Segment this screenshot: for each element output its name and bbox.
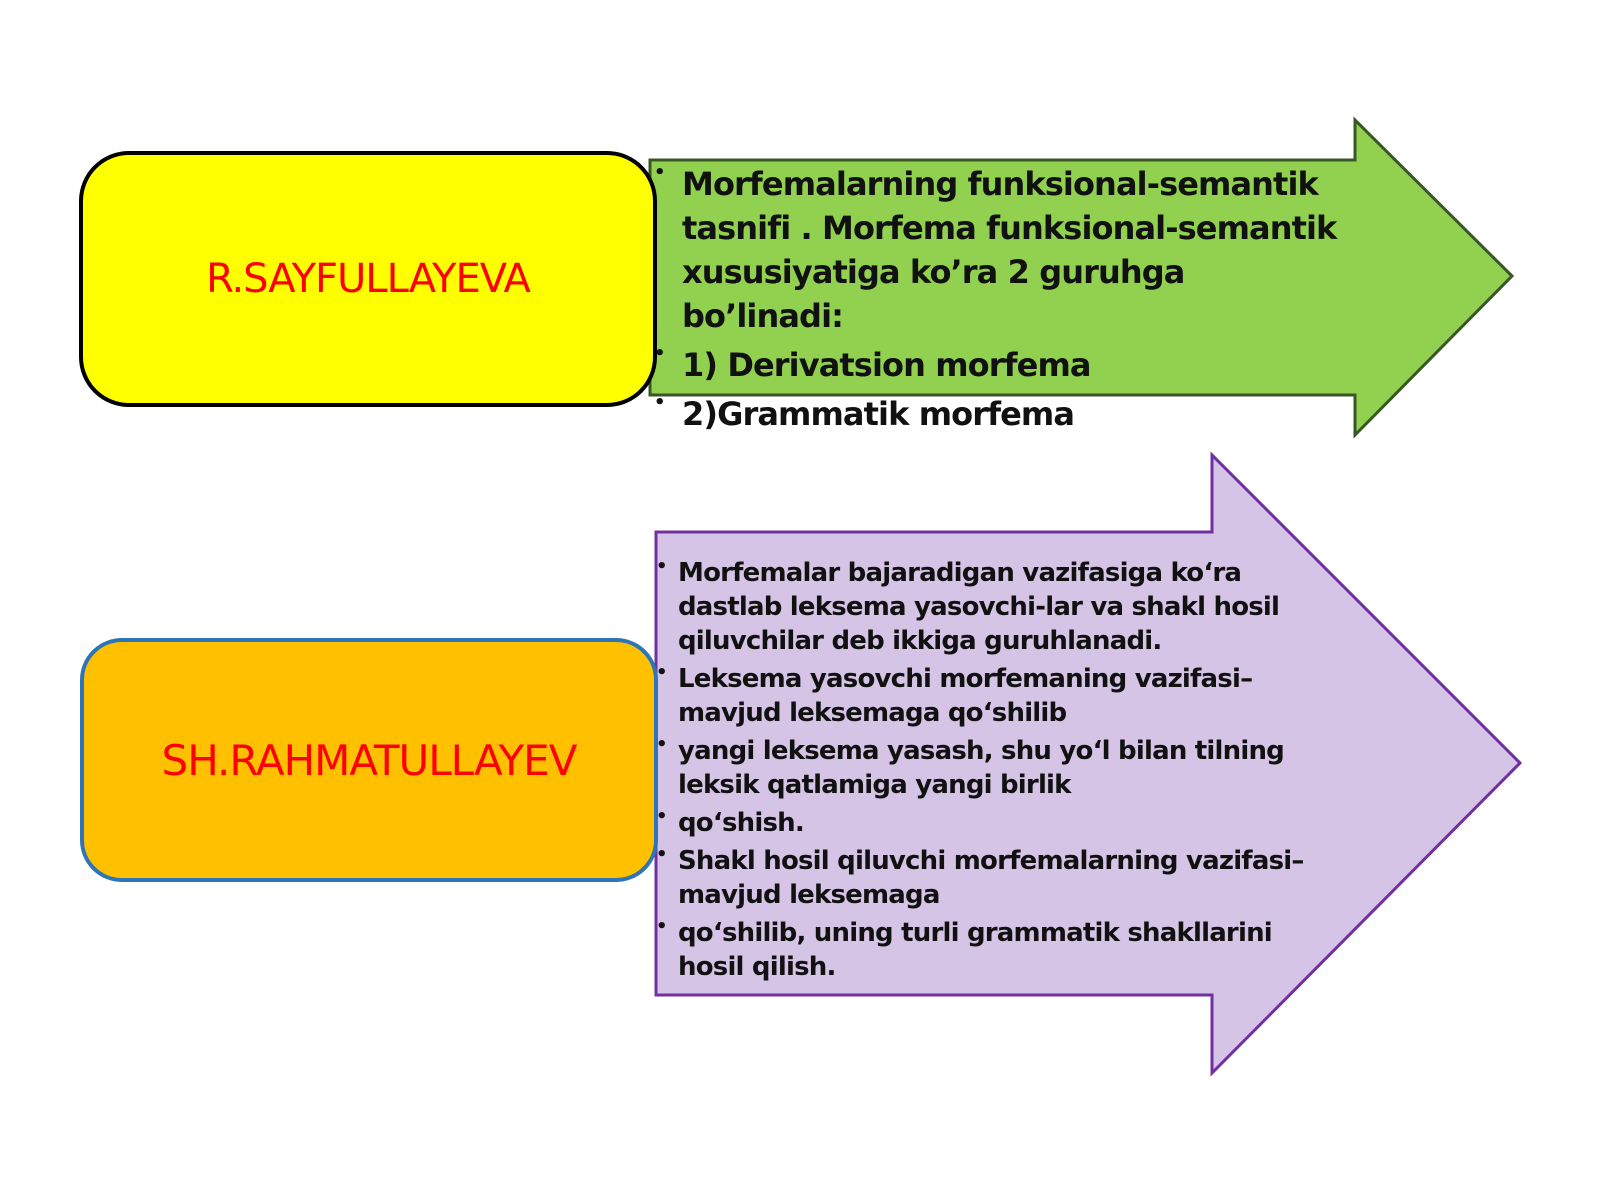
author-box-sayfullayeva [79,151,657,407]
item-text: 1) Derivatsion morfema [682,346,1091,384]
item-text: qo‘shish. [678,808,804,838]
list-item [656,844,1316,912]
author-name-rahmatullayev: SH.RAHMATULLAYEV [161,735,577,785]
author-name-sayfullayeva: R.SAYFULLAYEVA [206,256,530,302]
item-text: 2)Grammatik morfema [682,395,1075,433]
list-item [654,343,1344,387]
bullet-icon: • [656,734,667,755]
list-item [656,806,1316,840]
bullet-icon: • [656,806,667,827]
list-item [656,662,1316,730]
list-item [656,734,1316,802]
list-item [654,162,1344,338]
item-text: yangi leksema yasash, shu yo‘l bilan tilning leksik qatlamiga yangi birlik [678,736,1284,800]
bullet-icon: • [656,844,667,865]
item-text: qo‘shilib, uning turli grammatik shakllarini hosil qilish. [678,918,1272,982]
item-text: Leksema yasovchi morfemaning vazifasi–mavjud leksemaga qo‘shilib [678,664,1253,728]
item-text: Shakl hosil qiluvchi morfemalarning vazifasi–mavjud leksemaga [678,846,1304,910]
bullet-icon: • [656,916,667,937]
list-item [654,392,1344,436]
top-arrow-text [654,162,1344,441]
author-box-rahmatullayev [80,638,658,882]
bullet-icon: • [654,343,665,364]
bullet-icon: • [656,556,667,577]
bullet-icon: • [656,662,667,683]
bottom-arrow-text [656,556,1316,988]
item-text: Morfemalarning funksional-semantik tasnifi . Morfema funksional-semantik xususiyatiga ko’ra 2 guruhga bo’linadi: [682,165,1337,335]
item-text: Morfemalar bajaradigan vazifasiga ko‘ra dastlab leksema yasovchi-lar va shakl hosil qiluvchilar deb ikkiga guruhlanadi. [678,558,1280,656]
bullet-icon: • [654,162,665,183]
list-item [656,556,1316,658]
bullet-icon: • [654,392,665,413]
list-item [656,916,1316,984]
